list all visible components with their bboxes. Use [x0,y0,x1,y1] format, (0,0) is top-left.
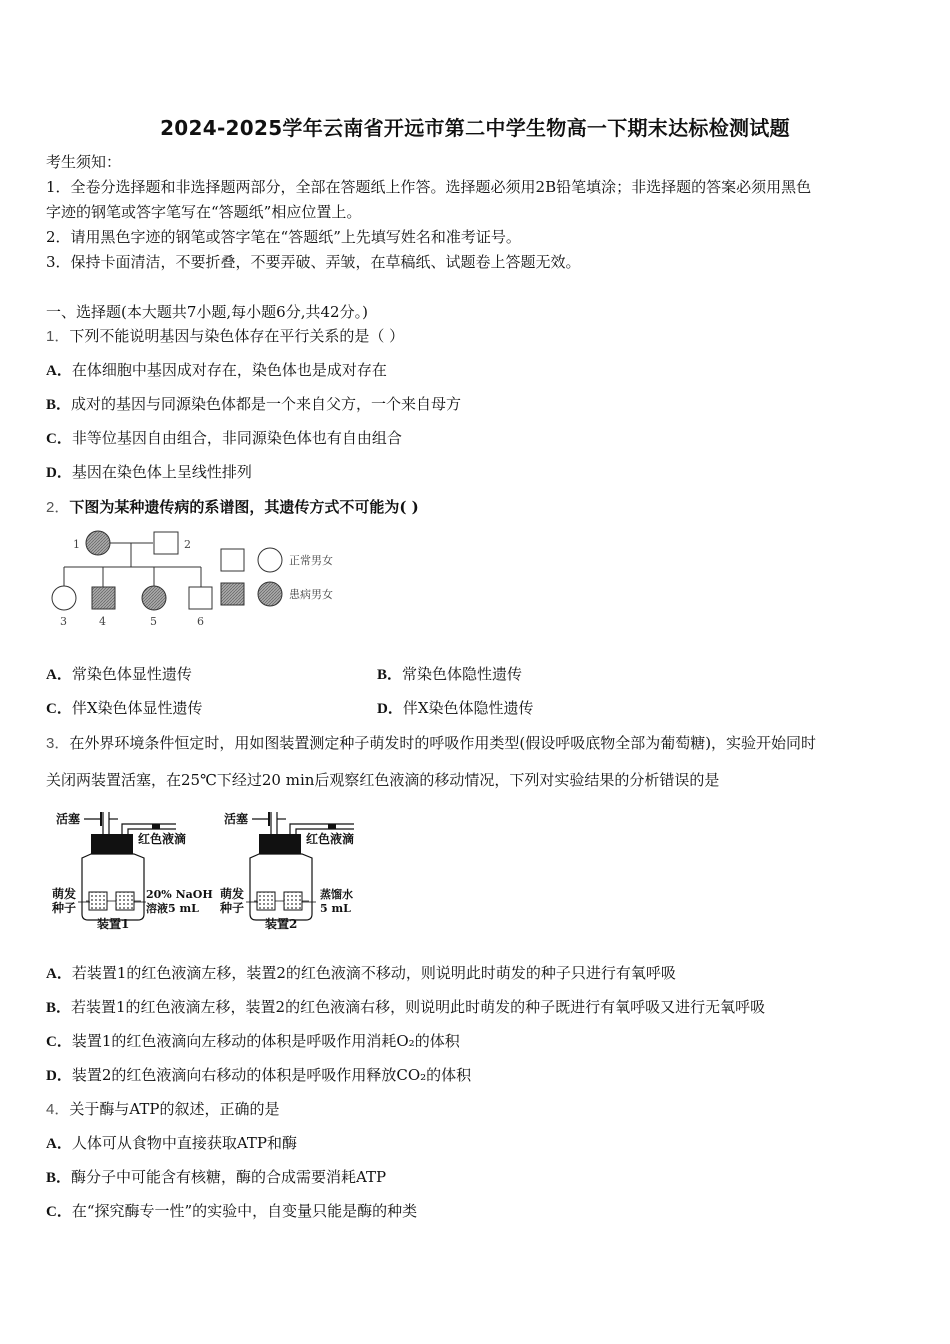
option-text: 伴X染色体显性遗传 [71,699,203,717]
question-number: 2． [46,499,70,516]
red-drop-label: 红色液滴 [306,832,355,846]
q4-option-c[interactable] [46,1201,417,1222]
option-letter: C． [46,1204,72,1220]
section-heading: 一、选择题(本大题共7小题,每小题6分,共42分。) [46,303,368,321]
water-label-line-1: 蒸馏水 [320,888,353,901]
q2-option-a[interactable] [46,664,192,685]
individual-3-normal-female [52,586,76,610]
option-letter: A． [46,966,72,982]
option-text: 非等位基因自由组合，非同源染色体也有自由组合 [71,429,402,447]
stopcock-label: 活塞 [56,812,81,826]
individual-2-normal-male [154,532,178,554]
question-3-stem-line-2: 关闭两装置活塞，在25℃下经过20 min后观察红色液滴的移动情况，下列对实验结果的分析错误的是 [46,771,720,789]
option-text: 装置1的红色液滴向左移动的体积是呼吸作用消耗O₂的体积 [71,1032,460,1050]
seeds-label-line-2: 种子 [220,901,245,915]
stopper [91,834,133,854]
option-letter: C． [46,431,72,447]
individual-4-affected-male [92,587,115,609]
option-letter: A． [46,363,72,379]
individual-6-normal-male [189,587,212,609]
legend-normal-female-icon [258,548,282,572]
q4-option-a[interactable] [46,1133,297,1154]
notice-heading: 考生须知： [46,153,122,171]
option-letter: B． [46,397,72,413]
notice-item-1-line-1: 1．全卷分选择题和非选择题两部分，全部在答题纸上作答。选择题必须用2B铅笔填涂；非选择题的答案必须用黑色 [46,178,812,196]
question-number: 3． [46,735,70,752]
seeds-label-line-1: 萌发 [220,887,245,901]
q3-option-c[interactable] [46,1031,460,1052]
seed-container [89,892,107,910]
q1-option-c[interactable] [46,428,402,449]
device-1 [51,811,213,931]
option-letter: C． [46,701,72,717]
option-text: 基因在染色体上呈线性排列 [71,463,252,481]
naoh-label-line-2: 溶液5 mL [146,902,199,915]
option-letter: D． [377,701,403,717]
q3-option-a[interactable] [46,963,676,984]
q3-option-d[interactable] [46,1065,471,1086]
option-letter: C． [46,1034,72,1050]
stopper [259,834,301,854]
page-title: 2024-2025学年云南省开远市第二中学生物高一下期末达标检测试题 [160,116,790,140]
seeds-label-line-2: 种子 [52,901,77,915]
question-4 [46,1099,279,1120]
label-1: 1 [73,538,80,551]
question-number: 4． [46,1101,70,1118]
solution-container [116,892,134,910]
option-text: 若装置1的红色液滴左移，装置2的红色液滴右移，则说明此时萌发的种子既进行有氧呼吸又进行无氧呼吸 [71,998,766,1016]
option-text: 酶分子中可能含有核糖，酶的合成需要消耗ATP [71,1168,387,1186]
device-2 [219,811,354,931]
option-letter: D． [46,465,72,481]
label-4: 4 [99,615,106,628]
question-stem: 下列不能说明基因与染色体存在平行关系的是（ ） [69,327,405,345]
red-drop [328,824,336,829]
red-drop-label: 红色液滴 [138,832,187,846]
naoh-label-line-1: 20% NaOH [146,888,213,901]
notice-item-3: 3．保持卡面清洁，不要折叠，不要弄破、弄皱，在草稿纸、试题卷上答题无效。 [46,253,581,271]
red-drop [152,824,160,829]
legend-affected-female-icon [258,582,282,606]
option-letter: B． [46,1000,72,1016]
respiration-apparatus-figure [46,806,366,936]
question-stem: 关于酶与ATP的叙述，正确的是 [69,1100,280,1118]
seed-container [257,892,275,910]
q1-option-d[interactable] [46,462,252,483]
question-3 [46,733,816,754]
option-letter: D． [46,1068,72,1084]
water-label-line-2: 5 mL [320,902,351,915]
label-5: 5 [150,615,157,628]
option-text: 常染色体隐性遗传 [402,665,523,683]
option-text: 人体可从食物中直接获取ATP和酶 [71,1134,297,1152]
seeds-label-line-1: 萌发 [52,887,77,901]
device-1-label: 装置1 [97,917,130,931]
option-letter: A． [46,1136,72,1152]
q1-option-a[interactable] [46,360,387,381]
pedigree-chart [40,525,360,635]
q3-option-b[interactable] [46,997,765,1018]
question-stem-line-1: 在外界环境条件恒定时，用如图装置测定种子萌发时的呼吸作用类型(假设呼吸底物全部为葡萄糖)，实验开始同时 [69,734,817,752]
option-text: 常染色体显性遗传 [71,665,192,683]
individual-5-affected-female [142,586,166,610]
device-2-label: 装置2 [265,917,298,931]
notice-item-1-line-2: 字迹的钢笔或答字笔写在“答题纸”相应位置上。 [46,203,362,221]
option-letter: A． [46,667,72,683]
legend-normal-label: 正常男女 [289,554,333,567]
question-number: 1． [46,328,70,345]
stopcock-label: 活塞 [224,812,249,826]
option-text: 若装置1的红色液滴左移，装置2的红色液滴不移动，则说明此时萌发的种子只进行有氧呼吸 [71,964,676,982]
option-text: 在“探究酶专一性”的实验中，自变量只能是酶的种类 [71,1202,418,1220]
option-text: 装置2的红色液滴向右移动的体积是呼吸作用释放CO₂的体积 [71,1066,472,1084]
legend-normal-male-icon [221,549,244,571]
notice-item-2: 2．请用黑色字迹的钢笔或答字笔在“答题纸”上先填写姓名和准考证号。 [46,228,521,246]
water-container [284,892,302,910]
q2-option-c[interactable] [46,698,203,719]
label-6: 6 [197,615,204,628]
option-text: 在体细胞中基因成对存在，染色体也是成对存在 [71,361,387,379]
individual-1-affected-female [86,531,110,555]
q2-option-b[interactable] [377,664,522,685]
q2-option-d[interactable] [377,698,534,719]
question-2 [46,497,419,518]
q4-option-b[interactable] [46,1167,386,1188]
question-1 [46,326,404,347]
q1-option-b[interactable] [46,394,461,415]
label-2: 2 [184,538,191,551]
option-text: 伴X染色体隐性遗传 [402,699,534,717]
label-3: 3 [60,615,67,628]
option-letter: B． [377,667,403,683]
question-stem: 下图为某种遗传病的系谱图，其遗传方式不可能为( ) [69,498,419,516]
legend-affected-label: 患病男女 [289,588,333,601]
legend-affected-male-icon [221,583,244,605]
option-letter: B． [46,1170,72,1186]
option-text: 成对的基因与同源染色体都是一个来自父方，一个来自母方 [71,395,462,413]
